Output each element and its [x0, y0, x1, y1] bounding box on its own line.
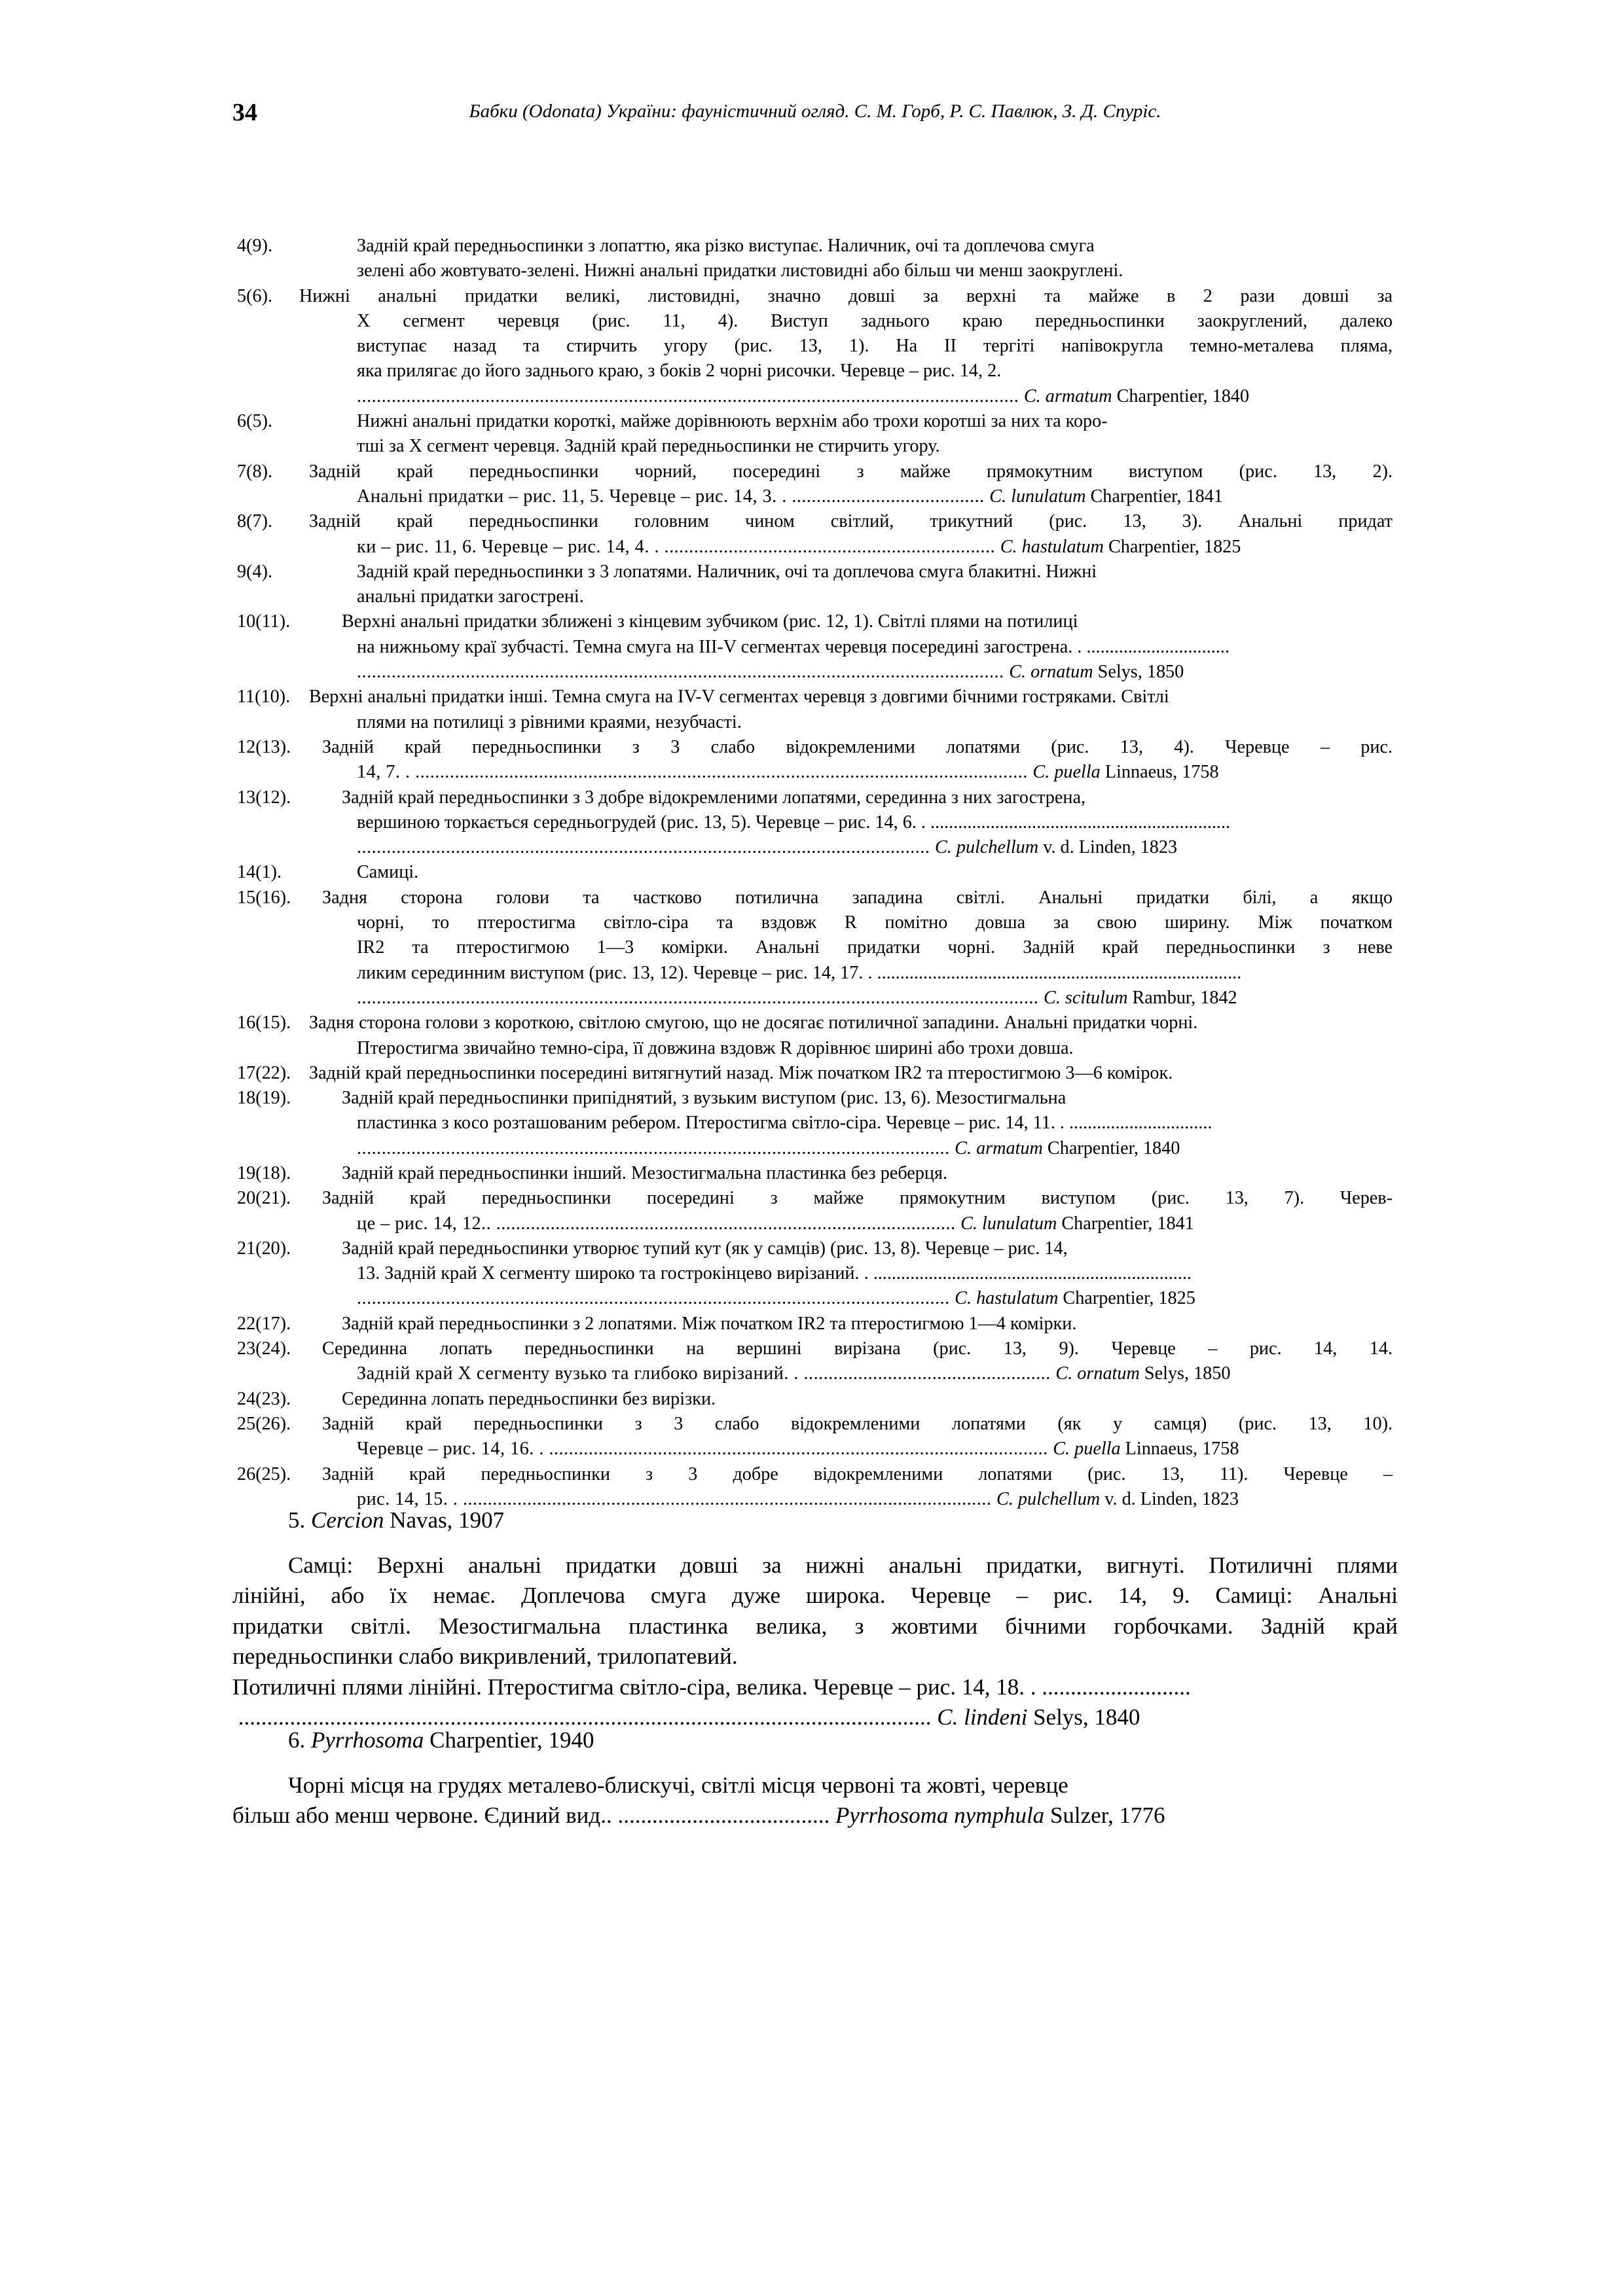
- key-entry-number: 25(26).: [237, 1413, 291, 1434]
- leader-text: Анальні придатки – рис. 11, 5. Черевце – рис. 14, 3. . .......................................: [357, 486, 990, 507]
- section-number: 5.: [288, 1507, 306, 1533]
- key-line: Задній край передньоспинки головним чином світлий, трикутний (рис. 13, 3). Анальні придат: [309, 511, 1393, 532]
- key-entry: [237, 459, 1393, 510]
- paragraph-line: придатки світлі. Мезостигмальна пластинка велика, з жовтими бічними горбочками. Задній край: [232, 1613, 1398, 1639]
- key-entry-number: 10(11).: [237, 611, 291, 632]
- key-line: виступає назад та стирчить угору (рис. 13, 1). На II тергіті напівокругла темно-металева пляма,: [357, 336, 1393, 357]
- key-entry-number: 22(17).: [237, 1313, 291, 1334]
- key-line: Задній край передньоспинки посередині з майже прямокутним виступом (рис. 13, 7). Черев-: [322, 1188, 1393, 1209]
- key-entry-number: 4(9).: [237, 236, 273, 256]
- section-title: [232, 1725, 1398, 1756]
- section-paragraph: [232, 1551, 1398, 1733]
- key-species-line: [237, 1437, 1393, 1462]
- species-name: C. lunulatum: [989, 486, 1086, 507]
- key-line: Задня сторона голови з короткою, світлою смугою, що не досягає потиличної западини. Анальні придатки чорні.: [309, 1013, 1198, 1033]
- key-line: вершиною торкається середньогрудей (рис. 13, 5). Черевце – рис. 14, 6. . .................................................................: [357, 812, 1231, 833]
- leader-text: ........................................................................................................................: [357, 1138, 955, 1158]
- key-line: Верхні анальні придатки інші. Темна смуга на IV-V сегментах черевця з довгими бічними гостряками. Світлі: [309, 687, 1169, 708]
- key-line: Задній край передньоспинки з 3 слабо відокремленими лопатями (як у самця) (рис. 13, 10).: [322, 1413, 1393, 1434]
- species-author: Selys, 1850: [1139, 1363, 1231, 1384]
- key-entry-number: 18(19).: [237, 1088, 291, 1109]
- key-line: Птеростигма звичайно темно-сіра, її довжина вздовж R дорівнює ширині або трохи довша.: [357, 1037, 1074, 1058]
- key-line: Задній край передньоспинки з 3 добре відокремленими лопатями, серединна з них загострена,: [342, 787, 1086, 808]
- section-number: 6.: [288, 1727, 306, 1753]
- species-name: C. hastulatum: [1000, 536, 1104, 557]
- key-line: пластинка з косо розташованим ребером. Птеростигма світло-сіра. Черевце – рис. 14, 11. . ...............................: [357, 1113, 1213, 1134]
- key-entry: [237, 860, 1393, 885]
- species-name: C. scitulum: [1044, 987, 1128, 1008]
- leader-text: 14, 7. . ............................................................................................................................: [357, 762, 1033, 783]
- leader-text: ...................................................................................................................................: [357, 662, 1010, 683]
- section-pyrrhosoma: [232, 1725, 1398, 1831]
- key-entry: [237, 685, 1393, 735]
- key-entry: [237, 1011, 1393, 1061]
- section-paragraph: [232, 1770, 1398, 1831]
- key-line: IR2 та птеростигмою 1—3 комірки. Анальні придатки чорні. Задній край передньоспинки з неве: [357, 937, 1393, 958]
- genus-name: Pyrrhosoma: [311, 1727, 424, 1753]
- paragraph-line: передньоспинки слабо викривлений, трилопатевий.: [232, 1643, 738, 1669]
- key-line: тші за X сегмент черевця. Задній край передньоспинки не стирчить угору.: [357, 436, 940, 457]
- key-line: Задній край передньоспинки припіднятий, з вузьким виступом (рис. 13, 6). Мезостигмальна: [342, 1088, 1067, 1109]
- key-entry: [237, 234, 1393, 284]
- key-line: Верхні анальні придатки зближені з кінцевим зубчиком (рис. 12, 1). Світлі плями на потилиці: [342, 611, 1078, 632]
- key-entry: [237, 560, 1393, 610]
- species-author: Charpentier, 1841: [1057, 1213, 1194, 1234]
- key-entry: [237, 1336, 1393, 1387]
- species-author: Linnaeus, 1758: [1100, 762, 1219, 783]
- key-species-line: [237, 1286, 1393, 1311]
- key-line: чорні, то птеростигма світло-сіра та вздовж R помітно довша за свою ширину. Між початком: [357, 912, 1393, 933]
- key-entry: [237, 785, 1393, 861]
- species-author: Charpentier, 1840: [1042, 1138, 1180, 1158]
- key-line: Серединна лопать передньоспинки на вершині вирізана (рис. 13, 9). Черевце – рис. 14, 14.: [322, 1338, 1393, 1359]
- species-author: v. d. Linden, 1823: [1038, 837, 1178, 858]
- species-name: C. ornatum: [1055, 1363, 1140, 1384]
- key-entry: [237, 1387, 1393, 1412]
- key-entry: [237, 284, 1393, 409]
- key-species-line: [237, 484, 1393, 509]
- key-line: ликим серединним виступом (рис. 13, 12). Черевце – рис. 14, 17. . ...............................................................................: [357, 962, 1242, 983]
- species-author: Charpentier, 1840: [1112, 386, 1249, 406]
- leader-text: ........................................................................................................................: [357, 1288, 955, 1309]
- paragraph-line: Потиличні плями лінійні. Птеростигма світло-сіра, велика. Черевце – рис. 14, 18. . ..........................: [232, 1674, 1191, 1700]
- key-line: 13. Задній край X сегменту широко та гострокінцево вирізаний. . .....................................................................: [357, 1263, 1192, 1284]
- key-entry-number: 7(8).: [237, 461, 273, 482]
- genus-name: Cercion: [311, 1507, 384, 1533]
- key-line: на нижньому краї зубчасті. Темна смуга на III-V сегментах черевця посередині загострена. . ...............................: [357, 636, 1230, 657]
- leader-text: це – рис. 14, 12.. .............................................................................................: [357, 1213, 961, 1234]
- key-species-line: [237, 384, 1393, 409]
- key-species-line: [237, 535, 1393, 560]
- key-line: Нижні анальні придатки великі, листовидні, значно довші за верхні та майже в 2 рази довші за: [299, 285, 1393, 306]
- species-name: C. armatum: [955, 1138, 1043, 1158]
- paragraph-line: лінійні, або їх немає. Доплечова смуга дуже широка. Черевце – рис. 14, 9. Самиці: Анальні: [232, 1583, 1398, 1608]
- species-author: Selys, 1840: [1033, 1704, 1140, 1730]
- key-entry-number: 20(21).: [237, 1188, 291, 1209]
- key-species-line: [237, 1136, 1393, 1161]
- key-entry-number: 6(5).: [237, 411, 273, 432]
- key-entry-number: 5(6).: [237, 285, 273, 306]
- species-name: C. pulchellum: [996, 1488, 1101, 1509]
- key-entry: [237, 886, 1393, 1011]
- key-entry: [237, 1186, 1393, 1236]
- species-author: Linnaeus, 1758: [1120, 1439, 1239, 1460]
- paragraph-line: більш або менш червоне. Єдиний вид.. .....................................: [232, 1803, 830, 1828]
- key-entry: [237, 1086, 1393, 1161]
- key-entry-number: 9(4).: [237, 561, 273, 582]
- key-entry-number: 15(16).: [237, 887, 291, 908]
- key-line: плями на потилиці з рівними краями, незубчасті.: [357, 711, 742, 732]
- key-line: Нижні анальні придатки короткі, майже дорівнюють верхнім або трохи коротші за них та коро-: [357, 411, 1108, 432]
- section-cercion: [232, 1505, 1398, 1733]
- key-line: Задній край передньоспинки з лопаттю, яка різко виступає. Наличник, очі та доплечова смуга: [357, 236, 1095, 256]
- key-entry-number: 11(10).: [237, 687, 291, 708]
- key-entry-number: 8(7).: [237, 511, 273, 532]
- genus-author: Charpentier, 1940: [429, 1727, 594, 1753]
- key-entry-number: 23(24).: [237, 1338, 291, 1359]
- key-entry-number: 13(12).: [237, 787, 291, 808]
- key-entry: [237, 1161, 1393, 1186]
- leader-text: ....................................................................................................................: [357, 837, 935, 858]
- key-entry: [237, 409, 1393, 459]
- key-line: Задній край передньоспинки з 3 лопатями. Наличник, очі та доплечова смуга блакитні. Нижні: [357, 561, 1097, 582]
- species-name: C. armatum: [1023, 386, 1112, 406]
- species-name: Pyrrhosoma nymphula: [835, 1803, 1045, 1828]
- key-entry-number: 26(25).: [237, 1463, 291, 1484]
- leader-text: Задній край X сегменту вузько та глибоко вирізаний. . ..................................................: [357, 1363, 1056, 1384]
- key-entry: [237, 1312, 1393, 1336]
- key-line: Задній край передньоспинки з 3 добре відокремленими лопатями (рис. 13, 11). Черевце –: [322, 1463, 1393, 1484]
- key-entry-number: 21(20).: [237, 1238, 291, 1259]
- key-species-line: [237, 1361, 1393, 1386]
- species-author: Charpentier, 1841: [1085, 486, 1223, 507]
- genus-author: Navas, 1907: [390, 1507, 505, 1533]
- key-line: X сегмент черевця (рис. 11, 4). Виступ заднього краю передньоспинки заокруглений, далеко: [357, 310, 1393, 331]
- key-entry-number: 17(22).: [237, 1062, 291, 1083]
- page-header: [232, 98, 1398, 137]
- leader-text: ки – рис. 11, 6. Черевце – рис. 14, 4. . ...................................................................: [357, 536, 1000, 557]
- key-line: Задній край передньоспинки посередині витягнутий назад. Між початком IR2 та птеростигмою 3—6 комірок.: [309, 1062, 1173, 1083]
- key-entry: [237, 509, 1393, 560]
- species-name: C. pulchellum: [934, 837, 1039, 858]
- key-entry: [237, 1236, 1393, 1312]
- species-name: C. ornatum: [1009, 662, 1093, 683]
- key-entry: [237, 1462, 1393, 1513]
- key-line: яка прилягає до його заднього краю, з боків 2 чорні рисочки. Черевце – рис. 14, 2.: [357, 361, 1002, 382]
- key-entry: [237, 1412, 1393, 1462]
- running-title: Бабки (Odonata) України: фауністичний огляд. С. М. Горб, Р. С. Павлюк, З. Д. Спуріс.: [469, 101, 1161, 122]
- key-entry-number: 12(13).: [237, 736, 291, 757]
- key-line: Задній край передньоспинки утворює тупий кут (як у самців) (рис. 13, 8). Черевце – рис. 14,: [342, 1238, 1068, 1259]
- species-author: v. d. Linden, 1823: [1100, 1488, 1239, 1509]
- leader-dots: .........................................................................................................................: [238, 1704, 932, 1730]
- leader-text: ......................................................................................................................................: [357, 386, 1024, 406]
- key-species-line: [237, 835, 1393, 860]
- species-name: C. puella: [1032, 762, 1101, 783]
- key-entry: [237, 735, 1393, 785]
- key-entry-number: 14(1).: [237, 862, 282, 883]
- key-species-line: [237, 660, 1393, 685]
- key-line: Задня сторона голови та частково потилична западина світлі. Анальні придатки білі, а якщо: [322, 887, 1393, 908]
- species-author: Sulzer, 1776: [1049, 1803, 1165, 1828]
- key-line: Задній край передньоспинки з 3 слабо відокремленими лопатями (рис. 13, 4). Черевце – рис.: [322, 736, 1393, 757]
- species-author: Charpentier, 1825: [1103, 536, 1241, 557]
- key-entry-number: 19(18).: [237, 1162, 291, 1183]
- leader-text: Черевце – рис. 14, 16. . .....................................................................................................: [357, 1439, 1053, 1460]
- leader-text: ..........................................................................................................................................: [357, 987, 1044, 1008]
- species-author: Selys, 1850: [1093, 662, 1184, 683]
- species-name: C. puella: [1053, 1439, 1121, 1460]
- species-author: Charpentier, 1825: [1058, 1288, 1195, 1309]
- key-species-line: [237, 1211, 1393, 1236]
- key-species-line: [237, 760, 1393, 785]
- key-line: Задній край передньоспинки інший. Мезостигмальна пластинка без реберця.: [342, 1162, 947, 1183]
- key-line: Задній край передньоспинки з 2 лопатями. Між початком IR2 та птеростигмою 1—4 комірки.: [342, 1313, 1077, 1334]
- key-line: Самиці.: [357, 862, 419, 883]
- key-entry: [237, 609, 1393, 685]
- leader-text: рис. 14, 15. . ...........................................................................................................: [357, 1488, 997, 1509]
- key-line: анальні придатки загострені.: [357, 586, 584, 607]
- key-line: зелені або жовтувато-зелені. Нижні анальні придатки листовидні або більш чи менш заокруглені.: [357, 260, 1123, 281]
- section-title: [232, 1505, 1398, 1536]
- key-species-line: [237, 986, 1393, 1011]
- key-entry: [237, 1061, 1393, 1086]
- key-entry-number: 24(23).: [237, 1388, 291, 1409]
- species-name: C. hastulatum: [955, 1288, 1059, 1309]
- species-line: [232, 1801, 1398, 1831]
- key-line: Задній край передньоспинки чорний, посередині з майже прямокутним виступом (рис. 13, 2).: [309, 461, 1393, 482]
- species-name: C. lindeni: [937, 1704, 1028, 1730]
- key-line: Серединна лопать передньоспинки без вирізки.: [342, 1388, 716, 1409]
- key-entry-number: 16(15).: [237, 1013, 291, 1033]
- paragraph-line: Чорні місця на грудях металево-блискучі, світлі місця червоні та жовті, черевце: [288, 1772, 1068, 1798]
- paragraph-line: Самці: Верхні анальні придатки довші за нижні анальні придатки, вигнуті. Потиличні плями: [288, 1552, 1398, 1578]
- species-name: C. lunulatum: [960, 1213, 1057, 1234]
- identification-key: [237, 234, 1393, 1512]
- species-author: Rambur, 1842: [1127, 987, 1237, 1008]
- page-number: 34: [232, 99, 257, 126]
